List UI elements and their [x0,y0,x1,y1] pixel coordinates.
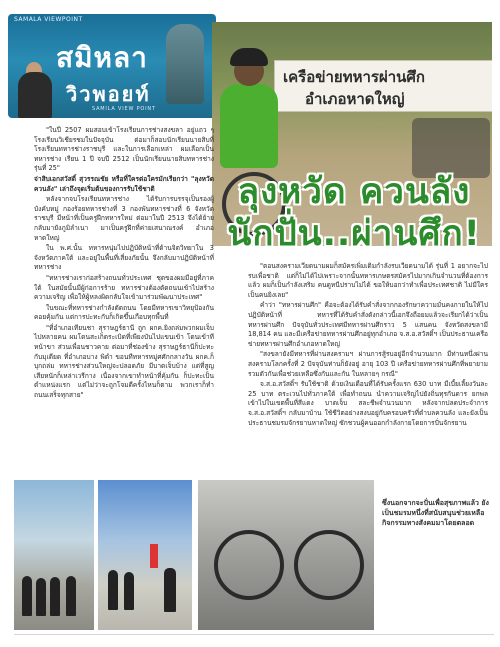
ceremony-photo-2 [98,480,192,630]
paragraph: คำว่า "ทหารผ่านศึก" คือจะต้องได้รับคำสั่งจากกองรักษาความมั่นคงภายในให้ไปปฏิบัติหน้าที่ ทหารที่ได้รับคำสั่งดังกล่าวนี้เอกจึงถือยมแล้วจะเรียกได้ว่าเป็นทหารผ่านศึก ปัจจุบันทั่วประเทศมีทหารผ่านศึกราว 5 แสนคน จังหวัดสงขลามี 18,814 คน และมีเครือข่ายทหารผ่านศึกอยู่ทุกอำเภอ จ.ส.อ.สวัสดิ์ฯ เป็นประธานเครือข่ายทหารผ่านศึกอำเภอหาดใหญ่ [248,301,488,348]
paragraph: ใน พ.ศ.นั้น ทหารหนุ่มไปปฏิบัติหน้าที่ด้านจิตวิทยาใน 3 จังหวัดภาคใต้ และอยู่ในพื้นที่เสี่ยงภัยนั้น จึงกลับมาปฏิบัติหน้าที่ทหารช่าง [34,244,214,272]
paragraph: จ.ส.อ.สวัสดิ์ฯ รับใช้ชาติ ด้วยเงินเดือนที่ได้รับครั้งแรก 630 บาท มีเบี้ยเลี้ยงวันละ 25 บาท ตระเวนไปทั่วภาคใต้ เพื่อทำถนน นำความเจริญไปยังถิ่นทุรกันดาร ยกพลเข้าไปในเขตพื้นที่สีแดง บาดเจ็บ สละชีพจำนวนมาก หลังจากปลดประจำการ จ.ส.อ.สวัสดิ์ฯ กลับมาบ้าน ใช้ชีวิตอย่างสงบอยู่กับครอบครัวที่ตำบลควนลัง และยังเป็นประธานชมรมจักรยานหาดใหญ่ ซักชวนผู้คนออกกำลังกายโดยการปั่นจักรยาน [248,380,488,427]
person-graphic [164,568,176,612]
column-tag: SAMALA VIEWPOINT [14,16,83,23]
paragraph: หลังจากจบโรงเรียนทหารช่าง ได้รับการบรรจุเป็นรองผู้บังคับหมู่ กองร้อยทหารช่างที่ 3 กองพันทหารช่างที่ 6 จังหวัดราชบุรี มีหน้าที่เป็นครูฝึกทหารใหม่ ต่อมาในปี 2513 จึงได้ย้ายกลับมายังภูมิลำเนา มาเป็นครูฝึกที่ค่ายเสนาณรงค์ อำเภอหาดใหญ่ [34,195,214,242]
person-graphic [50,577,60,616]
banner-line2: อำเภอหาดใหญ่ [305,90,405,108]
mermaid-statue-graphic [166,24,204,104]
bike-wheel-graphic [214,530,284,600]
paragraph: จ่าสิบเอกสวัสดิ์ สุวรรณชัย หรือที่ใครต่อใครมักเรียกว่า "ลุงหวัด ควนลัง" เล่าถึงจุดเริ่มต้นของการรับใช้ชาติ [34,174,214,193]
person-graphic [124,572,134,610]
paragraph: "ในปี 2507 ผมสอบเข้าโรงเรียนการช่างสงขลา อยู่แถว ๆ โรงเรียนวิเชียรชมในปัจจุบัน ต่อมาก็สอบนักเรียนนายสิบที่โรงเรียนทหารช่างราชบุรี และในการเลือกเหล่า ผมเลือกเป็นทหารช่าง เรียน 1 ปี จบปี 2512 เป็นนักเรียนนายสิบทหารช่าง รุ่นที่ 25" [34,126,214,173]
header-photo-samila [8,14,216,118]
presenter-graphic [18,72,52,118]
headline-line1: ลุงหวัด ควนลัง [237,172,471,212]
paragraph: "สงขลายังมีทหารที่ผ่านสงครามฯ ผ่านการสู้รบอยู่อีกจำนวนมาก มีท่านหนึ่งผ่านสงครามโลกครั้งที่ 2 ปัจจุบันท่านก็ยังอยู่ อายุ 103 ปี เครือข่ายทหารผ่านศึกที่พยายามรวมตัวกันเพื่อช่วยเหลือซึ่งกันและกัน ในหลายๆ กรณี" [248,350,488,378]
helmet-graphic [230,48,268,66]
closing-note: ซึ่งนอกจากจะปั่นเพื่อสุขภาพแล้ว ยังเป็นชมรมหนึ่งที่สนับสนุนช่วยเหลือกิจกรรมทางสังคมมาโดยตลอด [382,499,489,527]
person-graphic [22,576,32,616]
person-graphic [36,578,46,616]
veterans-banner [274,60,492,112]
page-footer-rule [14,634,494,638]
person-graphic [66,576,76,616]
paragraph: ในขณะที่ทหารช่างกำลังตัดถนน โดยมีทหารเขาวิทยุป้องกันคอยคุ้มกัน แต่การปะทะกับก็เกิดขึ้นเกือบทุกพื้นที่ [34,303,214,322]
left-text-column [34,126,214,402]
column-subtitle: SAMILA VIEW POINT [92,106,156,112]
bike-wheel-graphic [294,530,364,600]
paragraph: "ที่อำเภอเทียนชา สุราษฎร์ธานี ถูก ผกค.ยิงถล่มพวกผมเจ็บไปหลายคน ผมโดนสะเก็ดระเบิดที่เพียงบันไปแขนเข้า โดนเข้าทีหน้าขา ส่วนเพื่อนชาวคาย ต่อมาที่ช่องข้าง สุราษฎร์ธานีก็ปะทะกับมุเดียด ที่อำเภอบาง พิตำ ขอนทีทหารหมู่ศศักกลางวัน ผกค.ก็บุกถล่ม ทหารช่างส่วนใหญ่จะปลอดภัย มีบาดเจ็บบ้าง แต่ที่สูญเสียหนักก็เหล่าเวรีกาง เนื่องจากเขาทำหน้าที่คุ้มกัน ก็ปะทะเป็นตำแหน่งแรก แต่ไม่ว่าจะถูกโจมตีครั้งไหนก็ตาม พวกเราก็ทำถนนเสร็จทุกสาย" [34,323,214,400]
ceremony-photo-1 [14,480,94,630]
right-text-column [248,262,488,429]
column-title-line1: สมิหลา [56,41,148,74]
cyclist-body-graphic [220,84,278,168]
column-title-line2: วิวพอยท์ [66,82,151,106]
bicycle-photo [198,480,374,630]
person-graphic [108,570,118,610]
paragraph: "ตอนสงครามเวียดนามผมก็สมัครเพิ่มเติมกำลังรบเวียดนามได้ รุ่นที่ 1 อยากจะไปรบเพื่อชาติ แต่ก็ไม่ได้ไปเพราะจากนั้นทหารเกษตรสมัครไปมากเกินจำนวนที่ต้องการแล้ว ผมก็เป็นกำลังเสริม คนดูหนีปราบไม่ได้ ขอให้บอกว่าทำเพื่อประเทศชาติ ไม่มีใครเป็นคนยิงเลย" [248,262,488,299]
banner-line1: เครือข่ายทหารผ่านศึก [283,68,426,86]
flag-graphic [150,544,158,568]
headline-line2: นักปั่น..ผ่านศึก! [227,214,481,254]
paragraph: "ทหารช่างเราก่อสร้างถนนทั่วประเทศ ชุดของผมมีอยู่ที่ภาคใต้ ในสมัยนั้นมีผู้ก่อการร้าย ทหารช่างต้องตัดถนนเข้าไปสร้างความเจริญ เพื่อให้ผู้หลงผิดกลับใจเข้ามาร่วมพัฒนาประเทศ" [34,273,214,302]
